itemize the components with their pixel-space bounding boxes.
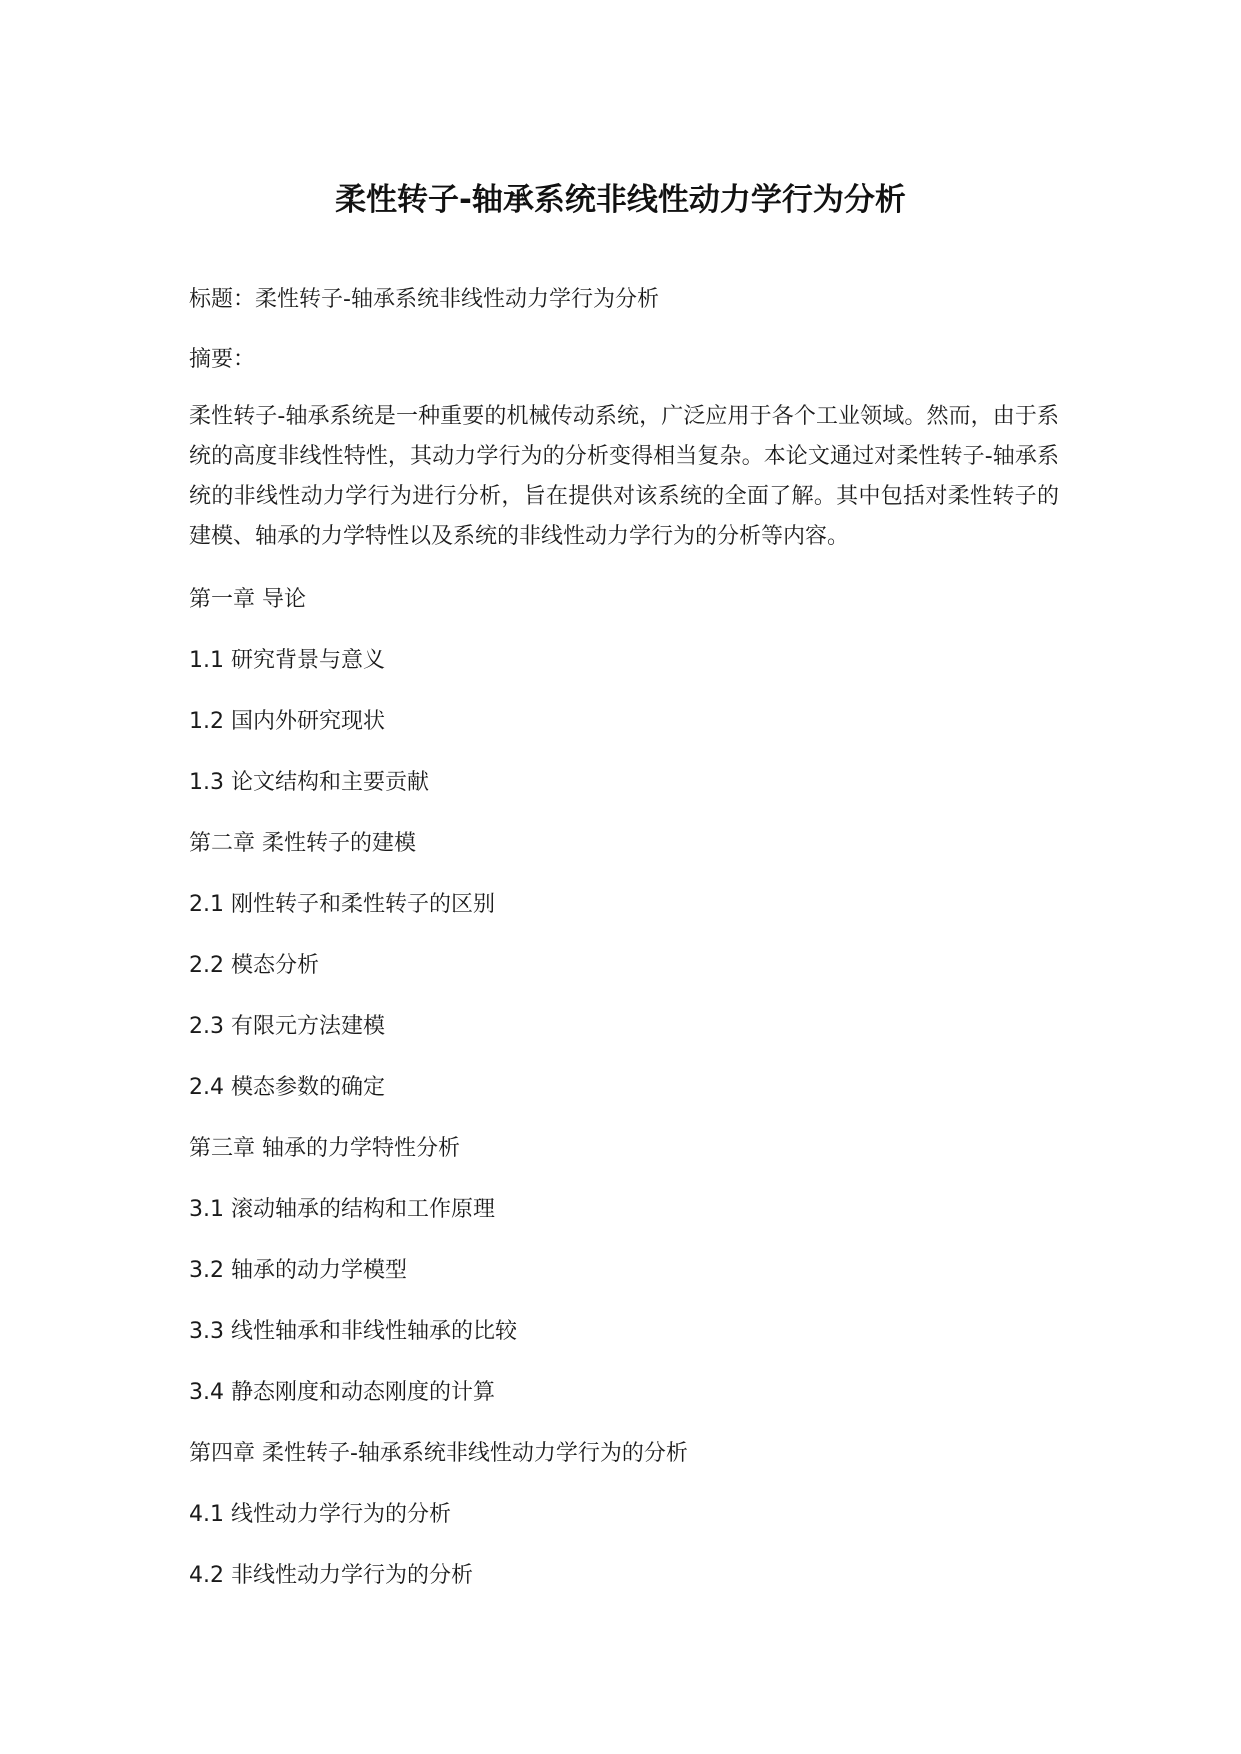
outline-list: [189, 583, 1059, 1593]
abstract-paragraph: 柔性转子-轴承系统是一种重要的机械传动系统，广泛应用于各个工业领域。然而，由于系统的高度非线性特性，其动力学行为的分析变得相当复杂。本论文通过对柔性转子-轴承系统的非线性动力学行为进行分析，旨在提供对该系统的全面了解。其中包括对柔性转子的建模、轴承的力学特性以及系统的非线性动力学行为的分析等内容。: [189, 404, 1059, 549]
subject-line: 标题：柔性转子-轴承系统非线性动力学行为分析: [189, 287, 659, 312]
outline-section-2-1: 2.1 刚性转子和柔性转子的区别: [189, 892, 495, 917]
outline-section-3-4: 3.4 静态刚度和动态刚度的计算: [189, 1380, 495, 1405]
document-body: [189, 283, 1059, 1593]
outline-section-4-1: 4.1 线性动力学行为的分析: [189, 1502, 451, 1527]
outline-chapter-4: 第四章 柔性转子-轴承系统非线性动力学行为的分析: [189, 1441, 688, 1466]
outline-chapter-1: 第一章 导论: [189, 587, 306, 612]
abstract-label: 摘要：: [189, 347, 256, 372]
outline-section-2-4: 2.4 模态参数的确定: [189, 1075, 385, 1100]
outline-section-1-3: 1.3 论文结构和主要贡献: [189, 770, 429, 795]
outline-chapter-3: 第三章 轴承的力学特性分析: [189, 1136, 460, 1161]
outline-section-3-2: 3.2 轴承的动力学模型: [189, 1258, 407, 1283]
outline-section-1-1: 1.1 研究背景与意义: [189, 648, 385, 673]
outline-section-4-2: 4.2 非线性动力学行为的分析: [189, 1563, 473, 1588]
outline-section-3-1: 3.1 滚动轴承的结构和工作原理: [189, 1197, 495, 1222]
outline-chapter-2: 第二章 柔性转子的建模: [189, 831, 416, 856]
outline-section-2-3: 2.3 有限元方法建模: [189, 1014, 385, 1039]
outline-section-1-2: 1.2 国内外研究现状: [189, 709, 385, 734]
outline-section-3-3: 3.3 线性轴承和非线性轴承的比较: [189, 1319, 517, 1344]
document-title: 柔性转子-轴承系统非线性动力学行为分析: [335, 182, 906, 218]
outline-section-2-2: 2.2 模态分析: [189, 953, 319, 978]
